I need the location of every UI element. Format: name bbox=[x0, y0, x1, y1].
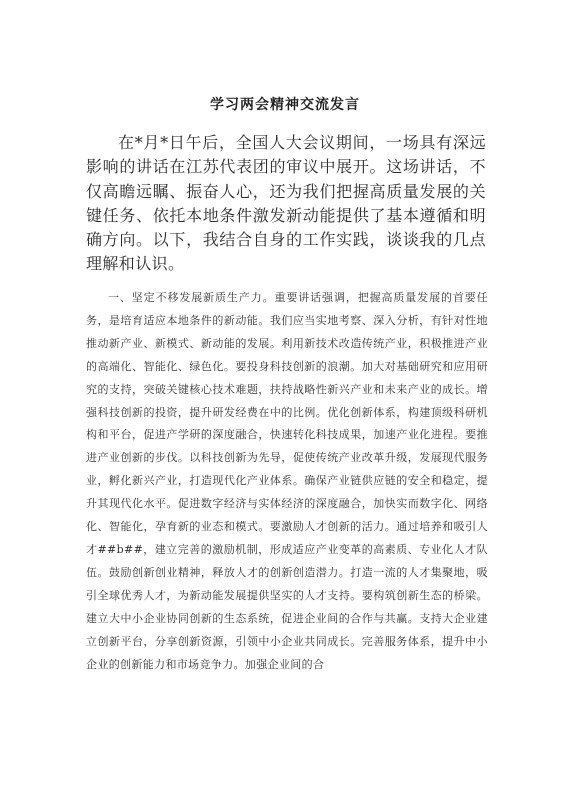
intro-paragraph: 在*月*日午后，全国人大会议期间，一场具有深远影响的讲话在江苏代表团的审议中展开。这场讲话，不仅高瞻远瞩、振奋人心，还为我们把握高质量发展的关键任务、依托本地条件激发新动能提供了基本遵循和明确方向。以下，我结合自身的工作实践，谈谈我的几点理解和认识。 bbox=[86, 133, 486, 274]
document-title: 学习两会精神交流发言 bbox=[210, 97, 360, 113]
body-paragraph: 一、坚定不移发展新质生产力。重要讲话强调，把握高质量发展的首要任务，是培育适应本地条件的新动能。我们应当实地考察、深入分析，有针对性地推动新产业、新模式、新动能的发展。利用新技术改造传统产业，积极推进产业的高端化、智能化、绿色化。要投身科技创新的浪潮。加大对基础研究和应用研究的支持，突破关键核心技术难题，扶持战略性新兴产业和未来产业的成长。增强科技创新的投资，提升研发经费在中的比例。优化创新体系，构建顶级科研机构和平台，促进产学研的深度融合，快速转化科技成果，加速产业化进程。要推进产业创新的步伐。以科技创新为先导，促使传统产业改革升级，发展现代服务业，孵化新兴产业，打造现代化产业体系。确保产业链供应链的安全和稳定，提升其现代化水平。促进数字经济与实体经济的深度融合，加快实而数字化、网络化、智能化，孕育新的业态和模式。要激励人才创新的活力。通过培养和吸引人才##b##，建立完善的激励机制，形成适应产业变革的高素质、专业化人才队伍。鼓励创新创业精神，释放人才的创新创造潜力。打造一流的人才集聚地，吸引全球优秀人才，为新动能发展提供坚实的人才支持。要构筑创新生态的桥梁。建立大中小企业协同创新的生态系统，促进企业间的合作与共赢。支持大企业建立创新平台，分享创新资源，引领中小企业共同成长。完善服务体系，提升中小企业的创新能力和市场竞争力。加强企业间的合 bbox=[86, 291, 488, 671]
